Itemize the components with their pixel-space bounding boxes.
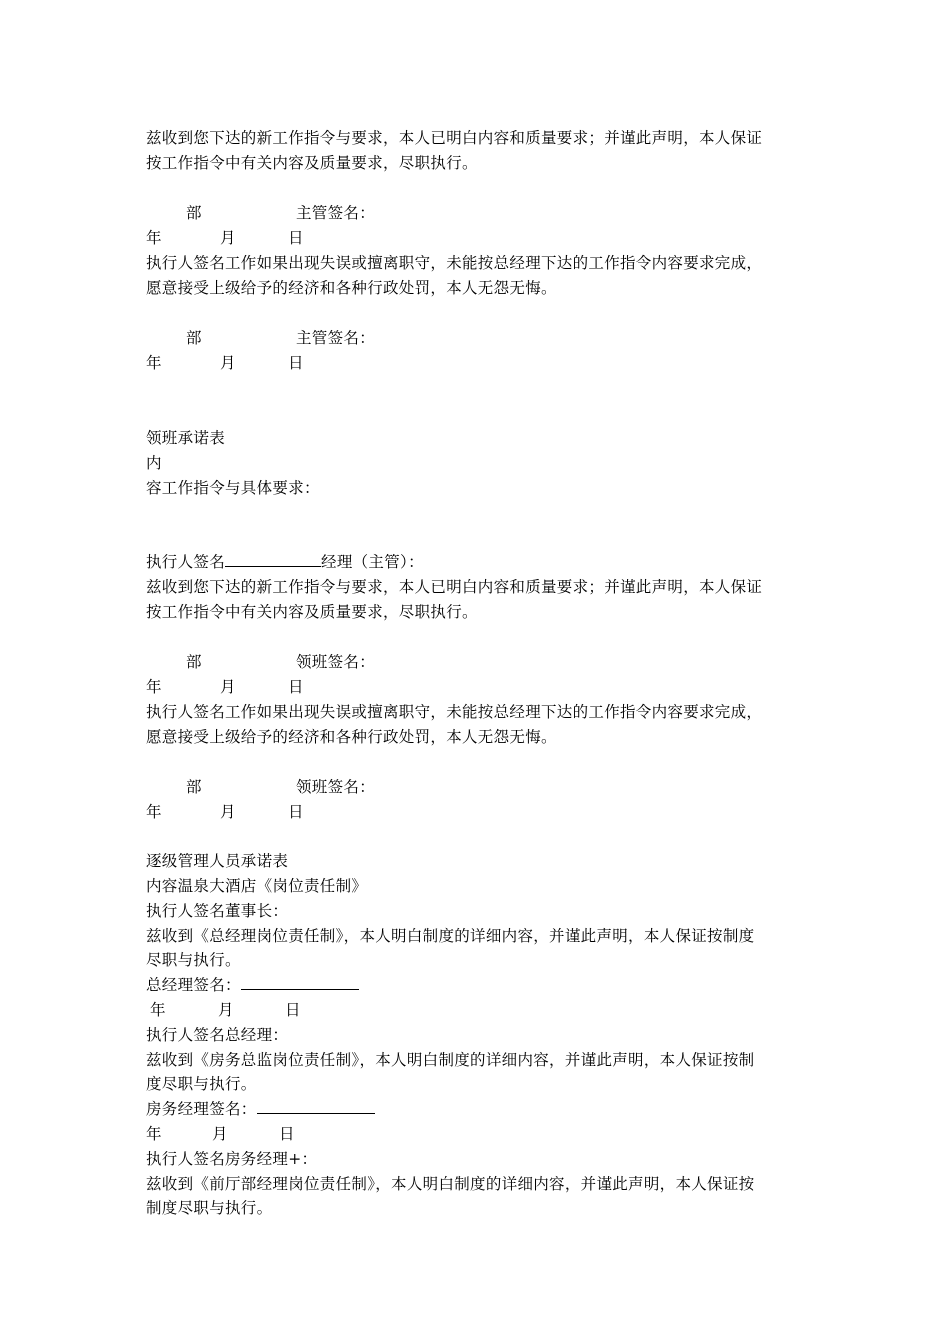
pledge-paragraph-line: 度尽职与执行。 <box>146 1075 257 1093</box>
date-month: 月 <box>212 1125 228 1143</box>
supervisor-signature-label: 主管签名： <box>296 204 376 222</box>
housekeeping-manager-signature-line <box>146 1099 375 1119</box>
content-label: 容工作指令与具体要求： <box>146 479 320 497</box>
date-year: 年 <box>146 803 162 821</box>
executor-prefix: 执行人签名 <box>146 553 226 571</box>
date-month: 月 <box>220 803 236 821</box>
date-month: 月 <box>220 678 236 696</box>
date-day: 日 <box>288 229 304 247</box>
team-leader-signature-label: 领班签名： <box>296 778 376 796</box>
executor-suffix: 经理（主管）： <box>321 553 424 571</box>
pledge-paragraph-line: 兹收到《前厅部经理岗位责任制》，本人明白制度的详细内容，并谨此声明，本人保证按 <box>146 1175 755 1193</box>
date-month: 月 <box>220 354 236 372</box>
pledge-paragraph-line: 按工作指令中有关内容及质量要求，尽职执行。 <box>146 603 478 621</box>
pledge-paragraph-line: 执行人签名工作如果出现失误或擅离职守，未能按总经理下达的工作指令内容要求完成， <box>146 703 763 721</box>
department-label: 部 <box>186 204 202 222</box>
content-label: 内容温泉大酒店《岗位责任制》 <box>146 877 368 895</box>
housekeeping-manager-signature-label: 房务经理签名： <box>146 1100 257 1118</box>
department-label: 部 <box>186 778 202 796</box>
date-month: 月 <box>218 1001 234 1019</box>
supervisor-signature-label: 主管签名： <box>296 329 376 347</box>
executor-label: 执行人签名董事长： <box>146 902 289 920</box>
pledge-paragraph-line: 愿意接受上级给予的经济和各种行政处罚，本人无怨无悔。 <box>146 728 557 746</box>
pledge-paragraph-line: 尽职与执行。 <box>146 951 241 969</box>
gm-signature-label: 总经理签名： <box>146 976 241 994</box>
signature-blank <box>257 1099 375 1114</box>
date-year: 年 <box>146 678 162 696</box>
pledge-paragraph-line: 兹收到您下达的新工作指令与要求，本人已明白内容和质量要求；并谨此声明，本人保证 <box>146 578 763 596</box>
executor-signature-line <box>146 552 424 572</box>
pledge-paragraph-line: 愿意接受上级给予的经济和各种行政处罚，本人无怨无悔。 <box>146 279 557 297</box>
date-day: 日 <box>288 678 304 696</box>
executor-label: 执行人签名总经理： <box>146 1026 289 1044</box>
date-year: 年 <box>146 229 162 247</box>
date-month: 月 <box>220 229 236 247</box>
pledge-paragraph-line: 制度尽职与执行。 <box>146 1199 273 1217</box>
executor-label: 执行人签名房务经理+： <box>146 1150 318 1168</box>
date-day: 日 <box>288 354 304 372</box>
department-label: 部 <box>186 329 202 347</box>
date-day: 日 <box>288 803 304 821</box>
signature-blank <box>241 975 359 990</box>
pledge-paragraph-line: 兹收到《房务总监岗位责任制》，本人明白制度的详细内容，并谨此声明，本人保证按制 <box>146 1051 755 1069</box>
pledge-paragraph-line: 兹收到《总经理岗位责任制》，本人明白制度的详细内容，并谨此声明，本人保证按制度 <box>146 927 755 945</box>
date-year: 年 <box>146 354 162 372</box>
pledge-paragraph-line: 按工作指令中有关内容及质量要求，尽职执行。 <box>146 154 478 172</box>
signature-blank <box>225 552 321 567</box>
pledge-paragraph-line: 兹收到您下达的新工作指令与要求，本人已明白内容和质量要求；并谨此声明，本人保证 <box>146 129 763 147</box>
date-day: 日 <box>279 1125 295 1143</box>
date-year: 年 <box>146 1125 162 1143</box>
team-leader-signature-label: 领班签名： <box>296 653 376 671</box>
date-day: 日 <box>285 1001 301 1019</box>
content-label: 内 <box>146 454 162 472</box>
date-year: 年 <box>150 1001 166 1019</box>
pledge-paragraph-line: 执行人签名工作如果出现失误或擅离职守，未能按总经理下达的工作指令内容要求完成， <box>146 254 763 272</box>
section-title: 领班承诺表 <box>146 429 226 447</box>
gm-signature-line <box>146 975 359 995</box>
section-title: 逐级管理人员承诺表 <box>146 852 289 870</box>
department-label: 部 <box>186 653 202 671</box>
